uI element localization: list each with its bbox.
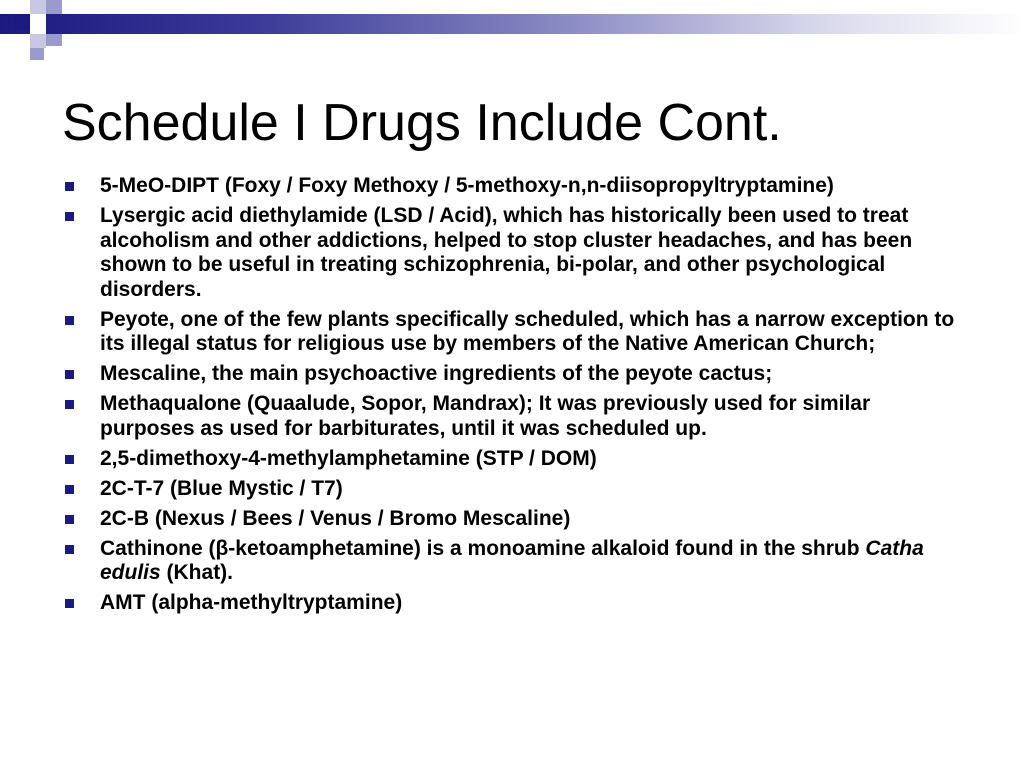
header-square-mid-lower xyxy=(46,34,62,46)
bullet-text: Lysergic acid diethylamide (LSD / Acid), which has historically been used to treat alcoholism and other addictions, helped to stop cluster headaches, and has been shown to be useful in treating schizophrenia, bi-polar, and other psychological disorders. xyxy=(100,204,913,301)
bullet-text: 5-MeO-DIPT (Foxy / Foxy Methoxy / 5-methoxy-n,n-diisopropyltryptamine) xyxy=(100,174,834,197)
list-item xyxy=(62,362,962,387)
square-bullet-icon xyxy=(65,212,74,221)
list-item xyxy=(62,174,962,199)
cathinone-text-end: (Khat). xyxy=(160,561,234,584)
square-bullet-icon xyxy=(65,400,74,409)
square-bullet-icon xyxy=(65,485,74,494)
list-item xyxy=(62,537,962,586)
header-square-mid-bottom xyxy=(30,48,44,60)
slide-title: Schedule I Drugs Include Cont. xyxy=(62,94,782,152)
square-bullet-icon xyxy=(65,515,74,524)
list-item xyxy=(62,392,962,441)
square-bullet-icon xyxy=(65,316,74,325)
bullet-list xyxy=(62,174,962,621)
list-item xyxy=(62,477,962,502)
header-square-dark xyxy=(14,14,30,30)
species-name: Catha edulis xyxy=(100,536,924,584)
list-item xyxy=(62,447,962,472)
square-bullet-icon xyxy=(65,455,74,464)
header-square-light xyxy=(30,0,46,14)
list-item xyxy=(62,308,962,357)
bullet-text: 2,5-dimethoxy-4-methylamphetamine (STP / DOM) xyxy=(100,446,597,470)
bullet-text: AMT (alpha-methyltryptamine) xyxy=(100,591,403,614)
header-gradient-band xyxy=(0,14,1024,34)
square-bullet-icon xyxy=(65,545,74,554)
list-item xyxy=(62,507,962,532)
header-square-white xyxy=(30,14,46,34)
square-bullet-icon xyxy=(65,599,74,608)
list-item xyxy=(62,591,962,616)
bullet-text: Methaqualone (Quaalude, Sopor, Mandrax); It was previously used for similar purposes as used for barbiturates, until it was scheduled up. xyxy=(100,392,871,440)
header-square-light-lower xyxy=(30,34,46,48)
bullet-text: 2C-B (Nexus / Bees / Venus / Bromo Mescaline) xyxy=(100,506,571,530)
bullet-text xyxy=(100,537,924,585)
cathinone-text: Cathinone (β-ketoamphetamine) is a monoamine alkaloid found in the shrub xyxy=(100,536,866,560)
bullet-text: Peyote, one of the few plants specifically scheduled, which has a narrow exception to its illegal status for religious use by members of the Native American Church; xyxy=(100,307,955,355)
list-item xyxy=(62,204,962,302)
square-bullet-icon xyxy=(65,182,74,191)
bullet-text: Mescaline, the main psychoactive ingredients of the peyote cactus; xyxy=(100,362,773,385)
header-square-mid xyxy=(46,0,62,14)
bullet-text: 2C-T-7 (Blue Mystic / T7) xyxy=(100,476,343,500)
square-bullet-icon xyxy=(65,370,74,379)
